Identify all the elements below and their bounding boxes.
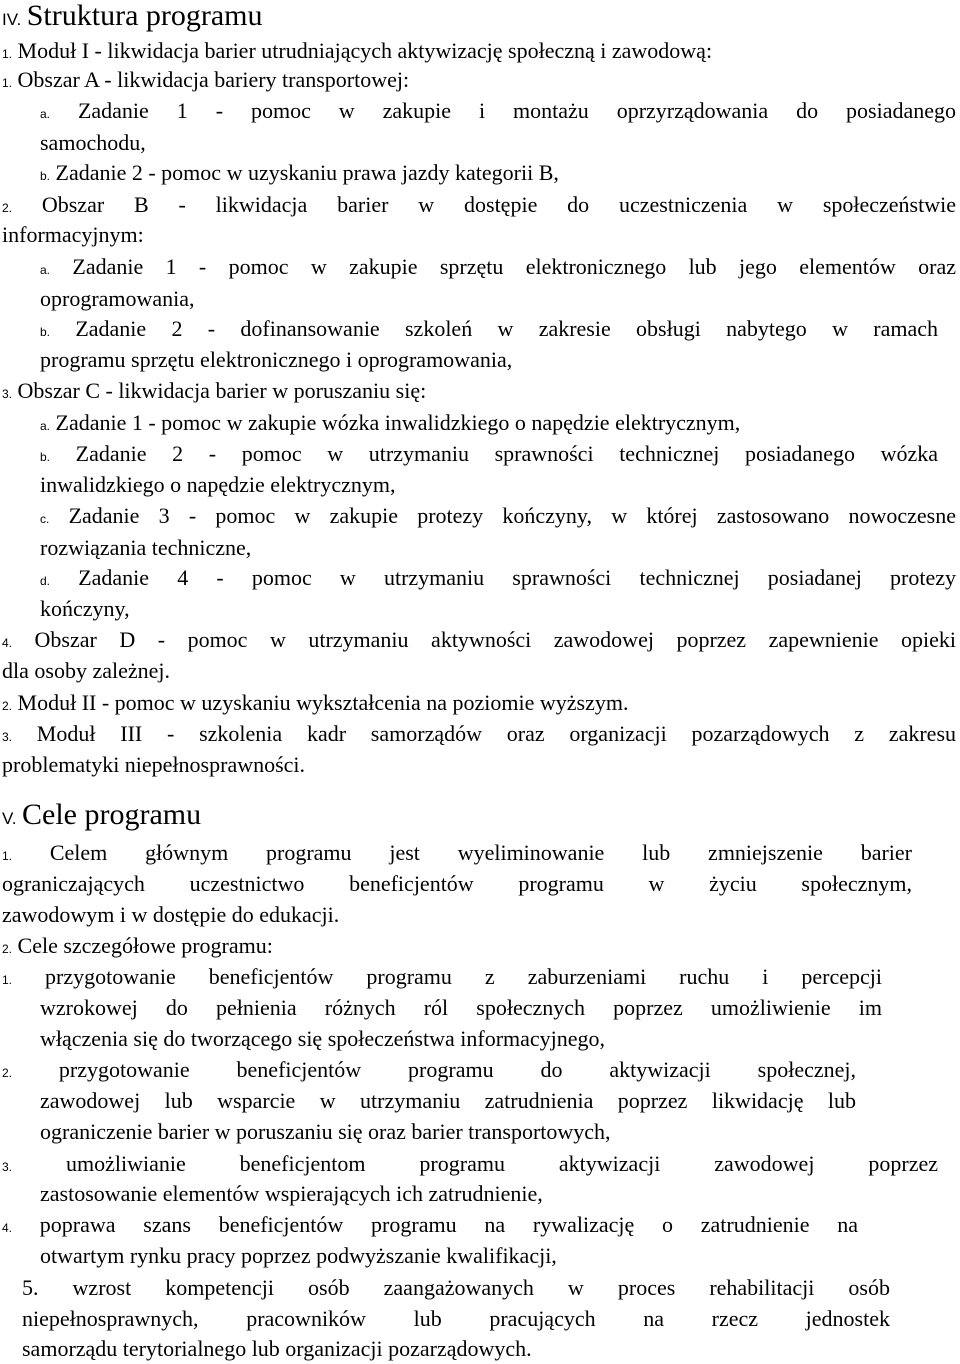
list-item-continuation: oprogramowania, xyxy=(40,286,195,311)
list-item-continuation: rozwiązania techniczne, xyxy=(40,535,252,560)
list-item-continuation: samochodu, xyxy=(40,130,146,155)
list-item-continuation: kończyny, xyxy=(40,596,130,621)
list-item: 1. Moduł I - likwidacja barier utrudniających aktywizację społeczną i zawodową: xyxy=(2,38,713,63)
section-marker: V. xyxy=(2,809,17,828)
list-item: d. Zadanie 4 - pomoc w utrzymaniu sprawności technicznej posiadanej protezy xyxy=(40,565,956,590)
list-item-continuation: samorządu terytorialnego lub organizacji pozarządowych. xyxy=(22,1336,532,1361)
list-item: 1. Obszar A - likwidacja bariery transportowej: xyxy=(2,67,410,92)
list-item: a. Zadanie 1 - pomoc w zakupie wózka inwalidzkiego o napędzie elektrycznym, xyxy=(40,410,741,435)
list-item: c. Zadanie 3 - pomoc w zakupie protezy kończyny, w której zastosowano nowoczesne xyxy=(40,503,956,528)
section-marker: IV. xyxy=(2,10,22,29)
section-heading-iv xyxy=(2,0,263,36)
list-item: 3. Obszar C - likwidacja barier w poruszaniu się: xyxy=(2,378,427,403)
list-item-continuation: dla osoby zależnej. xyxy=(2,658,170,683)
list-item: 2. Moduł II - pomoc w uzyskaniu wykształcenia na poziomie wyższym. xyxy=(2,690,629,715)
list-item: 1. Celem głównym programu jest wyeliminowanie lub zmniejszenie barier xyxy=(2,840,912,865)
list-item-continuation: zawodowej lub wsparcie w utrzymaniu zatrudnienia poprzez likwidację lub xyxy=(40,1088,856,1113)
list-item-continuation: zawodowym i w dostępie do edukacji. xyxy=(2,902,340,927)
list-item: 2. Obszar B - likwidacja barier w dostępie do uczestniczenia w społeczeństwie xyxy=(2,192,956,217)
list-item: 4. Obszar D - pomoc w utrzymaniu aktywności zawodowej poprzez zapewnienie opieki xyxy=(2,627,957,652)
section-heading-v xyxy=(2,798,201,836)
list-item-continuation: ograniczenie barier w poruszaniu się oraz barier transportowych, xyxy=(40,1119,611,1144)
list-item-continuation: programu sprzętu elektronicznego i oprogramowania, xyxy=(40,347,513,372)
list-item-continuation: ograniczających uczestnictwo beneficjentów programu w życiu społecznym, xyxy=(2,871,912,896)
list-item: 3. umożliwianie beneficjentom programu aktywizacji zawodowej poprzez xyxy=(2,1151,938,1176)
list-item: 5. wzrost kompetencji osób zaangażowanych w proces rehabilitacji osób xyxy=(22,1275,890,1300)
list-item-continuation: wzrokowej do pełnienia różnych ról społecznych poprzez umożliwienie im xyxy=(40,995,882,1020)
list-item-continuation: zastosowanie elementów wspierających ich zatrudnienie, xyxy=(40,1181,543,1206)
list-item: 2. przygotowanie beneficjentów programu do aktywizacji społecznej, xyxy=(2,1057,856,1082)
list-item: b. Zadanie 2 - pomoc w utrzymaniu sprawności technicznej posiadanego wózka xyxy=(40,441,939,466)
list-item-continuation: inwalidzkiego o napędzie elektrycznym, xyxy=(40,472,396,497)
section-title: Struktura programu xyxy=(26,0,263,32)
list-item: b. Zadanie 2 - dofinansowanie szkoleń w zakresie obsługi nabytego w ramach xyxy=(40,316,939,341)
list-item: 2. Cele szczegółowe programu: xyxy=(2,933,273,958)
list-item-continuation: informacyjnym: xyxy=(2,222,144,247)
list-item: 3. Moduł III - szkolenia kadr samorządów oraz organizacji pozarządowych z zakresu xyxy=(2,721,957,746)
list-item-continuation: niepełnosprawnych, pracowników lub pracujących na rzecz jednostek xyxy=(22,1306,890,1331)
list-item: b. Zadanie 2 - pomoc w uzyskaniu prawa jazdy kategorii B, xyxy=(40,160,559,185)
list-item: a. Zadanie 1 - pomoc w zakupie i montażu oprzyrządowania do posiadanego xyxy=(40,98,957,123)
list-item: 4. poprawa szans beneficjentów programu na rywalizację o zatrudnienie na xyxy=(2,1212,858,1237)
list-item: 1. przygotowanie beneficjentów programu z zaburzeniami ruchu i percepcji xyxy=(2,964,883,989)
list-item: a. Zadanie 1 - pomoc w zakupie sprzętu elektronicznego lub jego elementów oraz xyxy=(40,254,956,279)
list-item-continuation: problematyki niepełnosprawności. xyxy=(2,752,306,777)
section-title: Cele programu xyxy=(22,798,202,831)
list-item-continuation: włączenia się do tworzącego się społeczeństwa informacyjnego, xyxy=(40,1026,606,1051)
list-item-continuation: otwartym rynku pracy poprzez podwyższanie kwalifikacji, xyxy=(40,1243,557,1268)
